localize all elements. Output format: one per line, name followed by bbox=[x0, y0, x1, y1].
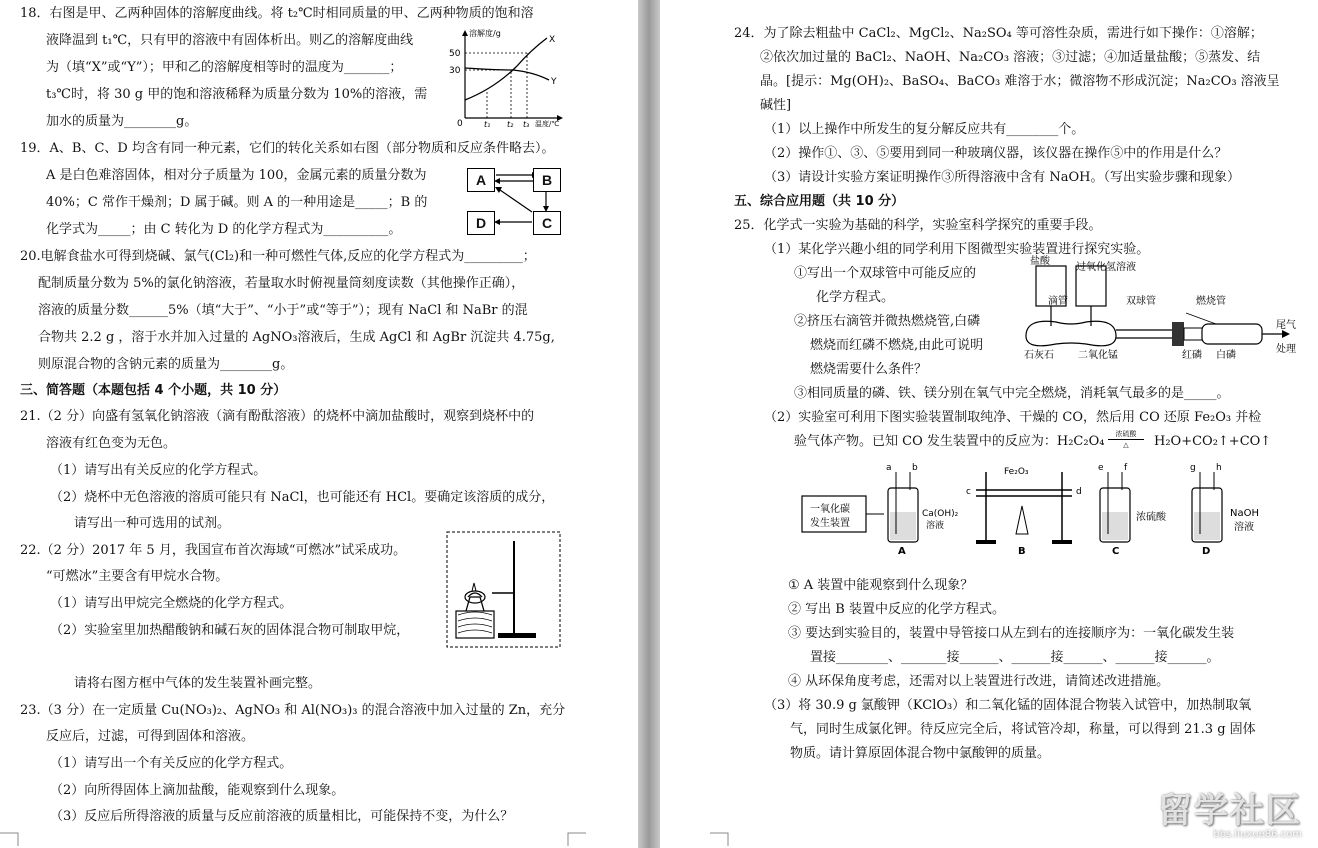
q25-sub-line: ② 写出 B 装置中反应的化学方程式。 bbox=[788, 602, 1005, 617]
graph-xlabel: 温度/℃ bbox=[535, 120, 560, 128]
label-caoh: Ca(OH)₂ bbox=[922, 509, 959, 519]
graph-tick-50: 50 bbox=[449, 49, 461, 59]
label-bailin: 白磷 bbox=[1216, 350, 1236, 361]
label-naoh-rongye: 溶液 bbox=[1234, 522, 1254, 533]
port-c: c bbox=[966, 487, 971, 497]
label-shuangqiu: 双球管 bbox=[1126, 296, 1156, 307]
q24-line: （2）操作①、③、⑤要用到同一种玻璃仪器，该仪器在操作⑤中的作用是什么？ bbox=[764, 146, 1228, 161]
label-naoh: NaOH bbox=[1230, 508, 1259, 519]
label-weiqi: 尾气 bbox=[1276, 320, 1296, 331]
q23-line: （2）向所得固体上滴加盐酸，能观察到什么现象。 bbox=[50, 783, 345, 798]
watermark bbox=[1158, 793, 1302, 840]
q24-line: （3）请设计实验方案证明操作③所得溶液中含有 NaOH。（写出实验步骤和现象） bbox=[764, 170, 1241, 185]
page-corner-mark bbox=[0, 832, 20, 846]
q19-line: 化学式为_____；由 C 转化为 D 的化学方程式为__________。 bbox=[46, 222, 402, 237]
curve-x-label: X bbox=[549, 35, 556, 45]
q24-line: （1）以上操作中所发生的复分解反应共有________个。 bbox=[764, 122, 1085, 137]
q20-line: 则原混合物的含钠元素的质量为________g。 bbox=[38, 357, 294, 372]
label-nongliu: 浓硫酸 bbox=[1136, 512, 1166, 523]
graph-t3: t₃ bbox=[523, 120, 530, 129]
q23-line: （3）反应后所得溶液的质量与反应前溶液的质量相比，可能保持不变，为什么？ bbox=[50, 809, 514, 824]
label-chuli: 处理 bbox=[1276, 344, 1296, 355]
q19-line: 19．A、B、C、D 均含有同一种元素，它们的转化关系如右图（部分物质和反应条件略去）。 bbox=[20, 141, 555, 156]
label-D: D bbox=[1202, 546, 1211, 557]
graph-t1: t₁ bbox=[484, 120, 491, 129]
box-d: D bbox=[467, 211, 495, 235]
q18-line: 18．右图是甲、乙两种固体的溶解度曲线。将 t₂℃时相同质量的甲、乙两种物质的饱和溶 bbox=[20, 6, 534, 21]
label-diguan: 滴管 bbox=[1048, 296, 1068, 307]
q25-1-line: （1）某化学兴趣小组的同学利用下图微型实验装置进行探究实验。 bbox=[764, 242, 1150, 257]
q25-1-line: 燃烧而红磷不燃烧,由此可说明 bbox=[810, 338, 984, 353]
q25-1-line: 化学方程式。 bbox=[816, 290, 895, 305]
q20-line: 溶液的质量分数______5%（填“大于”、“小于”或“等于”）；现有 NaCl 和 NaBr 的混 bbox=[38, 303, 528, 318]
q22-line: （2）实验室里加热醋酸钠和碱石灰的固体混合物可制取甲烷， bbox=[50, 623, 410, 638]
q23-line: 23.（3 分）在一定质量 Cu(NO₃)₂、AgNO₃ 和 Al(NO₃)₃ 的混合溶液中加入过量的 Zn，充分 bbox=[20, 703, 566, 718]
watermark-sub: bbs.liuxue86.com bbox=[1213, 829, 1302, 840]
q25-sub-line: ④ 从环保角度考虑，还需对以上装置进行改进，请简述改进措施。 bbox=[788, 674, 1170, 689]
q25-3-line: （3）将 30.9 g 氯酸钾（KClO₃）和二氧化锰的固体混合物装入试管中，加热制取氧 bbox=[764, 698, 1252, 713]
port-e: e bbox=[1098, 463, 1104, 473]
q21-line: （1）请写出有关反应的化学方程式。 bbox=[50, 463, 267, 478]
q18-line: t₃℃时，将 30 g 甲的饱和溶液稀释为质量分数为 10%的溶液，需 bbox=[46, 87, 428, 102]
q25-2-line: H₂O+CO₂↑+CO↑ bbox=[1154, 434, 1272, 449]
q25-1-line: ①写出一个双球管中可能反应的 bbox=[794, 266, 977, 281]
graph-tick-30: 30 bbox=[449, 66, 461, 76]
curve-y-label: Y bbox=[551, 77, 557, 87]
label-fe2o3: Fe₂O₃ bbox=[1004, 467, 1029, 477]
label-rongye: 溶液 bbox=[926, 521, 945, 531]
box-c: C bbox=[533, 211, 561, 235]
q25-sub-line: ① A 装置中能观察到什么现象？ bbox=[788, 578, 974, 593]
port-f: f bbox=[1124, 463, 1128, 473]
q25-sub-line: ③ 要达到实验目的，装置中导管接口从左到右的连接顺序为：一氧化碳发生装 bbox=[788, 626, 1235, 641]
label-ranshao: 燃烧管 bbox=[1196, 296, 1226, 307]
q25-1-line: 燃烧需要什么条件？ bbox=[810, 362, 928, 377]
q18-line: 为（填“X”或“Y”）；甲和乙的溶解度相等时的温度为_______； bbox=[46, 60, 403, 75]
q20-line: 合物共 2.2 g ，溶于水并加入过量的 AgNO₃溶液后，生成 AgCl 和 AgBr 沉淀共 4.75g, bbox=[38, 330, 555, 345]
q25-3-line: 物质。请计算原固体混合物中氯酸钾的质量。 bbox=[790, 746, 1051, 761]
condition-top: 浓硫酸 bbox=[1115, 430, 1137, 438]
port-b: b bbox=[912, 463, 918, 473]
q25-2-line: 验气体产物。已知 CO 发生装置中的反应为：H₂C₂O₄ bbox=[794, 434, 1105, 449]
condition-bottom: △ bbox=[1123, 441, 1129, 449]
q21-line: （2）烧杯中无色溶液的溶质可能只有 NaCl，也可能还有 HCl。要确定该溶质的成分， bbox=[50, 490, 555, 505]
graph-t2: t₂ bbox=[507, 120, 514, 129]
left-page bbox=[0, 0, 638, 848]
page-corner-mark bbox=[566, 832, 586, 846]
port-g: g bbox=[1190, 463, 1196, 473]
q22-line: “可燃冰”主要含有甲烷水合物。 bbox=[46, 569, 229, 584]
q24-line: 碱性] bbox=[760, 98, 792, 113]
label-B: B bbox=[1018, 546, 1026, 557]
q24-line: 晶。[提示：Mg(OH)₂、BaSO₄、BaCO₃ 难溶于水；微溶物不形成沉淀；Na₂CO₃ 溶液呈 bbox=[760, 74, 1280, 89]
q23-line: （1）请写出一个有关反应的化学方程式。 bbox=[50, 756, 293, 771]
label-h2o2: 过氧化氢溶液 bbox=[1076, 262, 1136, 273]
q24-line: 24．为了除去粗盐中 CaCl₂、MgCl₂、Na₂SO₄ 等可溶性杂质，需进行如下操作：①溶解； bbox=[734, 26, 1263, 41]
page-gutter bbox=[638, 0, 660, 848]
port-a: a bbox=[886, 463, 892, 473]
port-d: d bbox=[1076, 487, 1082, 497]
label-honglin: 红磷 bbox=[1182, 350, 1202, 361]
section-3-heading: 三、简答题（本题包括 4 个小题，共 10 分） bbox=[20, 383, 287, 398]
q21-line: 请写出一种可选用的试剂。 bbox=[74, 516, 231, 531]
condition-line bbox=[1108, 439, 1144, 440]
label-mno2: 二氧化锰 bbox=[1078, 350, 1118, 361]
q20-line: 配制质量分数为 5%的氯化钠溶液，若量取水时俯视量筒刻度读数（其他操作正确）， bbox=[38, 276, 525, 291]
port-h: h bbox=[1216, 463, 1222, 473]
label-yansuan: 盐酸 bbox=[1030, 256, 1050, 267]
page-corner-mark bbox=[710, 832, 730, 846]
label-C: C bbox=[1112, 546, 1120, 557]
label-gen1: 一氧化碳 bbox=[810, 504, 850, 515]
q20-line: 20.电解食盐水可得到烧碱、氯气(Cl₂)和一种可燃性气体,反应的化学方程式为_________； bbox=[20, 249, 536, 264]
solubility-graph bbox=[449, 28, 565, 129]
q25-1-line: ②挤压右滴管并微热燃烧管,白磷 bbox=[794, 314, 981, 329]
q22-line: 22.（2 分）2017 年 5 月，我国宣布首次海域“可燃冰”试采成功。 bbox=[20, 543, 407, 558]
co-apparatus bbox=[800, 460, 1280, 560]
q23-line: 反应后，过滤，可得到固体和溶液。 bbox=[46, 729, 255, 744]
q21-line: 溶液有红色变为无色。 bbox=[46, 436, 177, 451]
micro-apparatus bbox=[1016, 258, 1306, 362]
q19-line: 40%；C 常作干燥剂；D 属于碱。则 A 的一种用途是_____；B 的 bbox=[46, 195, 428, 210]
q21-line: 21.（2 分）向盛有氢氧化钠溶液（滴有酚酞溶液）的烧杯中滴加盐酸时，观察到烧杯中的 bbox=[20, 409, 535, 424]
q22-line: 请将右图方框中气体的发生装置补画完整。 bbox=[74, 676, 322, 691]
q18-line: 液降温到 t₁℃，只有甲的溶液中有固体析出。则乙的溶解度曲线 bbox=[46, 33, 414, 48]
watermark-main: 留学社区 bbox=[1158, 791, 1302, 831]
right-page bbox=[660, 0, 1318, 848]
q24-line: ②依次加过量的 BaCl₂、NaOH、Na₂CO₃ 溶液；③过滤；④加适量盐酸；⑤蒸发、结 bbox=[760, 50, 1261, 65]
label-A: A bbox=[898, 546, 906, 557]
q22-line: （1）请写出甲烷完全燃烧的化学方程式。 bbox=[50, 596, 293, 611]
methane-apparatus-box bbox=[446, 531, 562, 649]
label-shihui: 石灰石 bbox=[1024, 350, 1054, 361]
q25-intro: 25．化学式一实验为基础的科学，实验室科学探究的重要手段。 bbox=[734, 218, 1102, 233]
graph-ylabel: 溶解度/g bbox=[469, 29, 501, 38]
graph-origin: 0 bbox=[457, 119, 463, 129]
label-gen2: 发生装置 bbox=[810, 518, 850, 529]
box-b: B bbox=[533, 168, 561, 192]
q25-1-line: ③相同质量的磷、铁、镁分别在氧气中完全燃烧，消耗氧气最多的是_____。 bbox=[794, 386, 1230, 401]
q25-3-line: 气，同时生成氯化钾。待反应完全后，将试管冷却，称量，可以得到 21.3 g 固体 bbox=[790, 722, 1256, 737]
q18-line: 加水的质量为________g。 bbox=[46, 114, 198, 129]
q25-sub-line: 置接________、_______接______、______接______、______接______。 bbox=[810, 650, 1220, 665]
section-5-heading: 五、综合应用题（共 10 分） bbox=[734, 194, 905, 209]
q25-2-line: （2）实验室可利用下图实验装置制取纯净、干燥的 CO，然后用 CO 还原 Fe₂O₃ 并检 bbox=[764, 410, 1262, 425]
reaction-condition bbox=[1106, 430, 1146, 449]
box-a: A bbox=[467, 168, 495, 192]
q19-line: A 是白色难溶固体，相对分子质量为 100，金属元素的质量分数为 bbox=[46, 168, 427, 183]
